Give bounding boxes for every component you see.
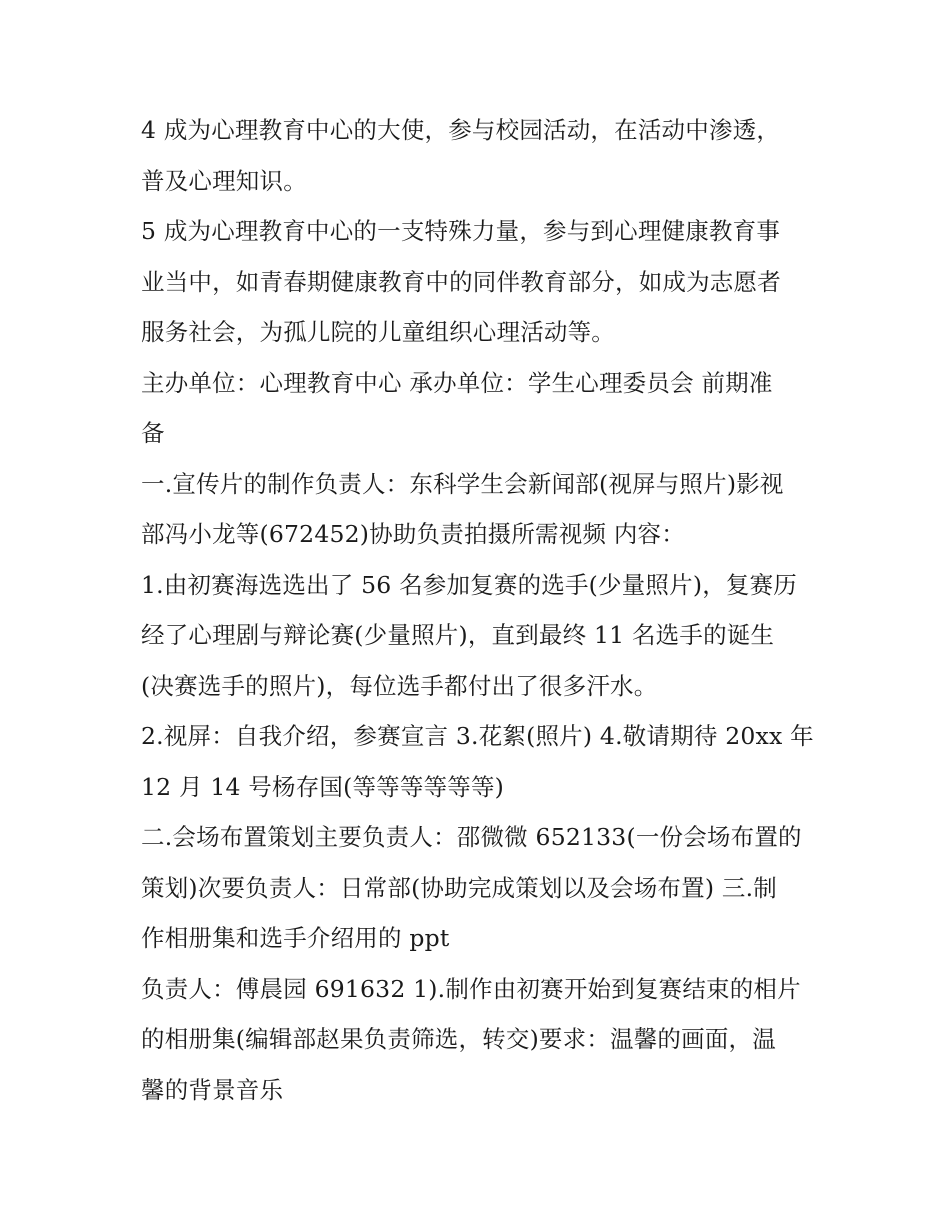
text-line: 4 成为心理教育中心的大使，参与校园活动，在活动中渗透， <box>141 116 781 144</box>
text-line: 负责人：傅晨园 691632 1).制作由初赛开始到复赛结束的相片 <box>141 974 801 1003</box>
text-line: 备 <box>141 419 165 447</box>
text-line: 业当中，如青春期健康教育中的同伴教育部分，如成为志愿者 <box>141 267 781 296</box>
text-line: 12 月 14 号杨存国(等等等等等等) <box>141 772 505 801</box>
text-line: 一.宣传片的制作负责人：东科学生会新闻部(视屏与照片)影视 <box>141 469 784 498</box>
text-line: 经了心理剧与辩论赛(少量照片)，直到最终 11 名选手的诞生 <box>141 621 775 649</box>
text-line: 馨的背景音乐 <box>141 1075 284 1104</box>
text-line: 2.视屏：自我介绍，参赛宣言 3.花絮(照片) 4.敬请期待 20xx 年 <box>141 722 814 750</box>
text-line: 策划)次要负责人：日常部(协助完成策划以及会场布置) 三.制 <box>141 873 777 902</box>
text-line: 二.会场布置策划主要负责人：邵微微 652133(一份会场布置的 <box>141 823 802 851</box>
document-body <box>141 105 831 1115</box>
text-line: 5 成为心理教育中心的一支特殊力量，参与到心理健康教育事 <box>141 217 781 245</box>
text-line: 的相册集(编辑部赵果负责筛选，转交)要求：温馨的画面，温 <box>141 1025 776 1053</box>
text-line: 部冯小龙等(672452)协助负责拍摄所需视频 内容： <box>141 520 685 548</box>
text-line: (决赛选手的照片)，每位选手都付出了很多汗水。 <box>141 671 658 700</box>
text-line: 服务社会，为孤儿院的儿童组织心理活动等。 <box>141 318 615 346</box>
text-line: 主办单位：心理教育中心 承办单位：学生心理委员会 前期准 <box>141 368 773 397</box>
text-line: 作相册集和选手介绍用的 ppt <box>141 924 450 952</box>
text-line: 普及心理知识。 <box>141 166 307 195</box>
text-line: 1.由初赛海选选出了 56 名参加复赛的选手(少量照片)，复赛历 <box>141 570 797 599</box>
